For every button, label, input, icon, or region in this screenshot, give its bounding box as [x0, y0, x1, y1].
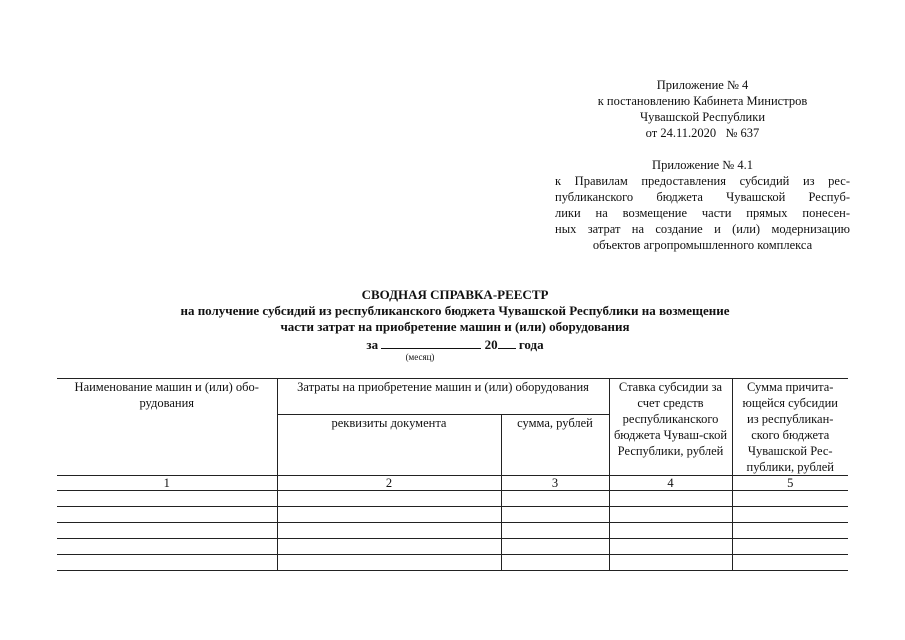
table-cell[interactable] [277, 539, 501, 555]
header-subsidy-rate: Ставка субсидии за счет средств республиканского бюджета Чуваш-ской Республики, рублей [609, 379, 732, 476]
column-number: 3 [501, 476, 609, 491]
column-number: 4 [609, 476, 732, 491]
sub-appendix-line-3: публиканского бюджета Чувашской Респуб- [555, 190, 850, 204]
header-machine-name: Наименование машин и (или) обо-рудования [57, 379, 277, 476]
period-line [60, 336, 850, 353]
table-cell[interactable] [501, 491, 609, 507]
table-cell[interactable] [609, 507, 732, 523]
table-cell[interactable] [57, 523, 277, 539]
table-cell[interactable] [732, 507, 848, 523]
sub-appendix-line-6: объектов агропромышленного комплекса [592, 238, 813, 252]
table-cell[interactable] [57, 555, 277, 571]
table-cell[interactable] [732, 555, 848, 571]
table-cell[interactable] [732, 491, 848, 507]
month-hint: (месяц) [405, 352, 435, 362]
registry-table [57, 378, 848, 571]
table-cell[interactable] [277, 491, 501, 507]
appendix-number: Приложение № 4 [656, 78, 749, 92]
table-cell[interactable] [501, 507, 609, 523]
table-row [57, 539, 848, 555]
table-cell[interactable] [501, 539, 609, 555]
sub-appendix-line-4: лики на возмещение части прямых понесен- [555, 206, 850, 220]
appendix-main-block [555, 77, 850, 141]
column-number: 2 [277, 476, 501, 491]
table-cell[interactable] [501, 523, 609, 539]
table-row [57, 555, 848, 571]
table-cell[interactable] [277, 507, 501, 523]
column-number: 1 [57, 476, 277, 491]
table-cell[interactable] [277, 555, 501, 571]
sub-appendix-number: Приложение № 4.1 [652, 158, 753, 172]
table-cell[interactable] [609, 491, 732, 507]
period-year: 20 [484, 337, 498, 352]
header-sum-rubles: сумма, рублей [501, 415, 609, 476]
sub-appendix-line-2: к Правилам предоставления субсидий из рес- [555, 174, 850, 188]
table-cell[interactable] [732, 539, 848, 555]
table-row [57, 507, 848, 523]
table-row [57, 523, 848, 539]
header-document-details: реквизиты документа [277, 415, 501, 476]
sub-appendix-line-5: ных затрат на создание и (или) модернизацию [555, 222, 850, 236]
header-subsidy-amount: Сумма причита-ющейся субсидии из республикан-ского бюджета Чувашской Рес-публики, рублей [732, 379, 848, 476]
document-title: СВОДНАЯ СПРАВКА-РЕЕСТР [361, 287, 549, 302]
table-cell[interactable] [732, 523, 848, 539]
document-subtitle-1: на получение субсидий из республиканского бюджета Чувашской Республики на возмещение [180, 303, 730, 318]
table-cell[interactable] [609, 539, 732, 555]
table-cell[interactable] [501, 555, 609, 571]
table-cell[interactable] [609, 523, 732, 539]
appendix-republic-line: Чувашской Республики [639, 110, 766, 124]
document-subtitle-2: части затрат на приобретение машин и (или) оборудования [280, 319, 630, 334]
year-blank[interactable] [498, 336, 516, 349]
column-number: 5 [732, 476, 848, 491]
table-row [57, 491, 848, 507]
appendix-sub-block [555, 157, 850, 253]
appendix-date-line: от 24.11.2020 № 637 [645, 126, 760, 140]
table-cell[interactable] [277, 523, 501, 539]
column-numbers-row [57, 476, 848, 491]
period-prefix: за [366, 337, 379, 352]
document-title-block [60, 287, 850, 335]
table-cell[interactable] [57, 539, 277, 555]
table-cell[interactable] [57, 507, 277, 523]
table-cell[interactable] [609, 555, 732, 571]
header-costs-group: Затраты на приобретение машин и (или) оборудования [277, 379, 609, 415]
period-suffix: года [518, 337, 544, 352]
month-blank[interactable] [381, 336, 481, 349]
appendix-resolution-line: к постановлению Кабинета Министров [597, 94, 808, 108]
table-cell[interactable] [57, 491, 277, 507]
